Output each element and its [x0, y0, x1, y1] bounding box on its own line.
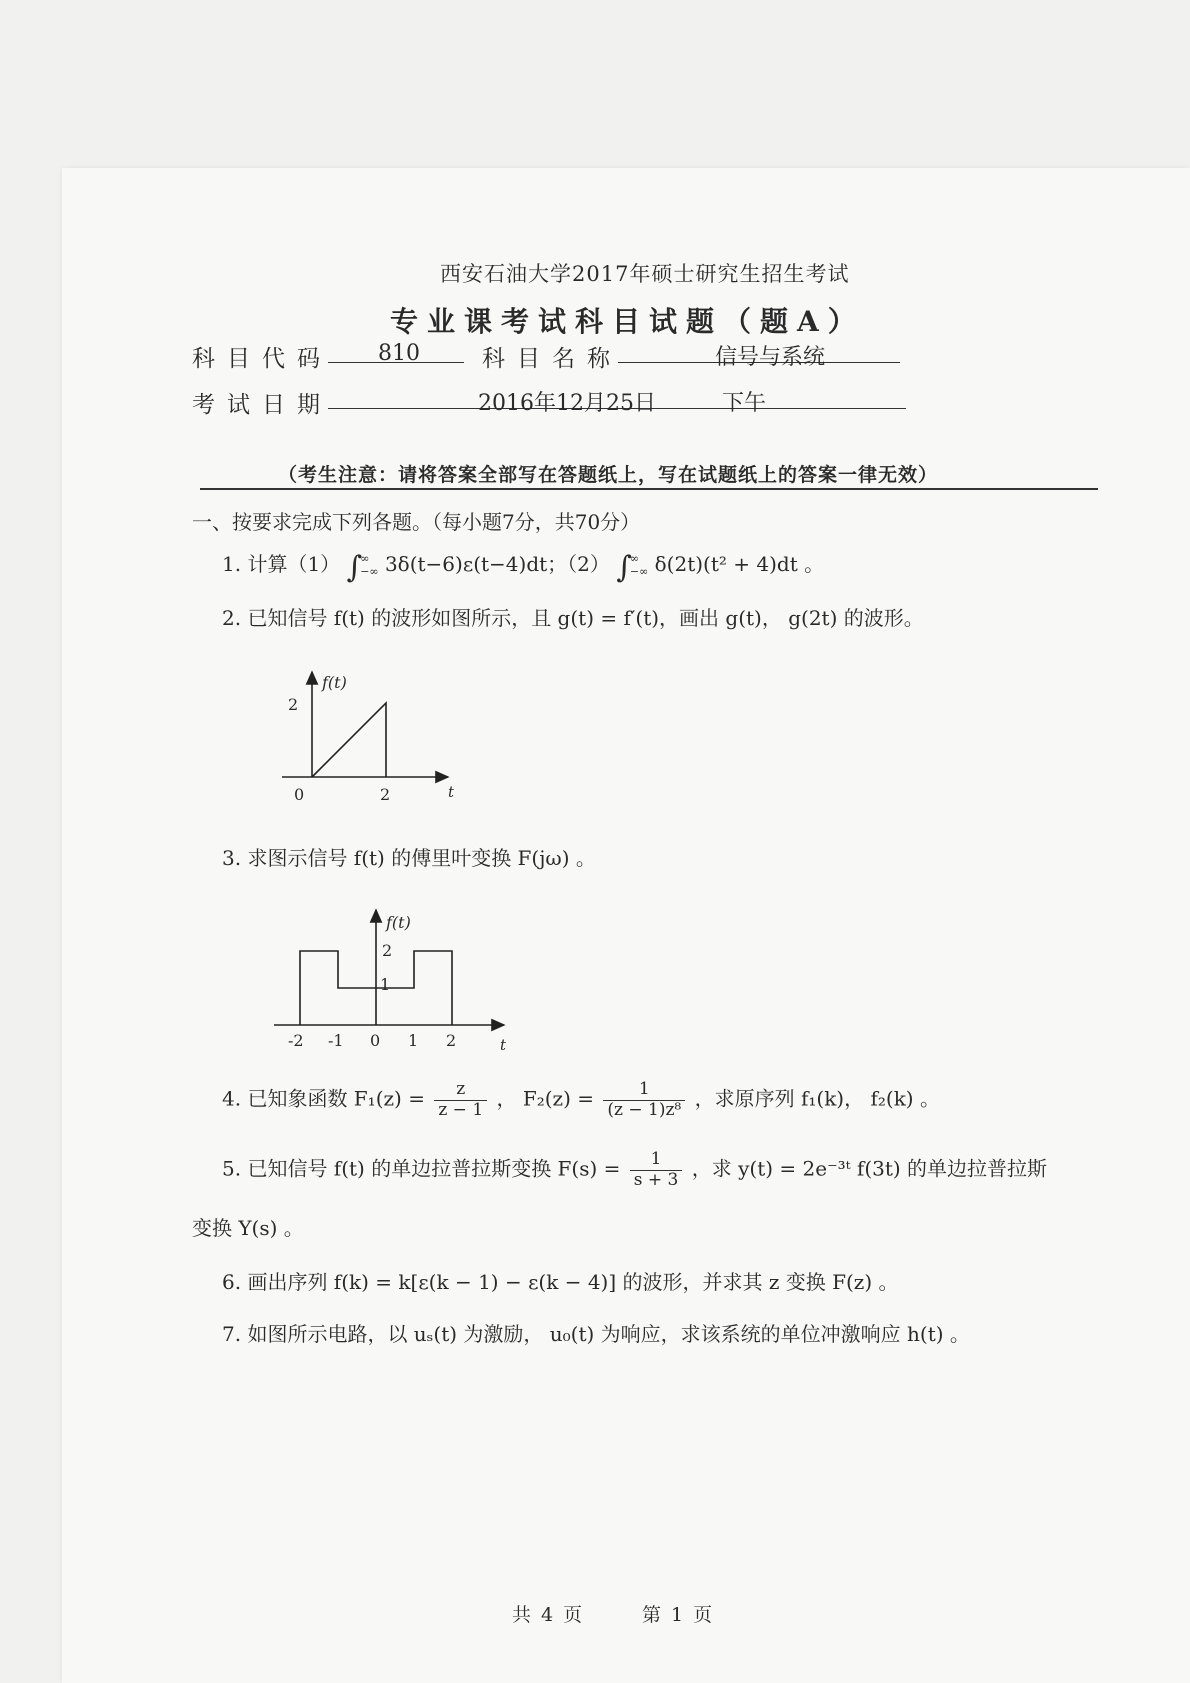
fraction-fs — [630, 1150, 683, 1190]
question-1-expr-2: δ(2t)(t² + 4)dt 。 — [654, 552, 825, 576]
fraction-fs-numerator: 1 — [630, 1150, 683, 1171]
section-title: 一、按要求完成下列各题。（每小题7分，共70分） — [192, 510, 641, 534]
fraction-f2-numerator: 1 — [603, 1080, 685, 1101]
fraction-f2-denominator: (z − 1)z⁸ — [607, 1099, 682, 1120]
integral-sign-1: ∫ — [346, 550, 363, 585]
question-1 — [222, 548, 824, 585]
figure-1-ytick: 2 — [288, 695, 299, 714]
figure-2-ytick-2: 2 — [382, 941, 393, 960]
question-3: 3. 求图示信号 f(t) 的傅里叶变换 F(jω) 。 — [222, 846, 596, 870]
header-rule — [200, 488, 1098, 490]
figure-1-ramp-signal — [270, 660, 470, 810]
subject-name-value: 信号与系统 — [715, 345, 826, 370]
fraction-f1-numerator: z — [434, 1080, 487, 1101]
question-4 — [222, 1080, 940, 1120]
fraction-f2 — [603, 1080, 685, 1120]
integral-limits-2 — [630, 553, 648, 577]
figure-2-xtick-m1: -1 — [328, 1031, 344, 1050]
fraction-fs-denominator: s + 3 — [633, 1169, 679, 1190]
question-4-tail: ，求原序列 f₁(k)， f₂(k) 。 — [694, 1086, 940, 1111]
figure-1-waveform — [312, 703, 386, 777]
question-1-number: 1. — [222, 552, 242, 576]
exam-time-value: 下午 — [722, 391, 767, 416]
figure-2-xtick-0: 0 — [370, 1031, 381, 1050]
exam-header: 西安石油大学2017年硕士研究生招生考试 — [440, 262, 850, 286]
figure-2-ylabel: f(t) — [386, 913, 411, 932]
figure-1-xtick-2: 2 — [380, 785, 391, 804]
lower-limit-2: −∞ — [629, 564, 649, 578]
figure-2-xtick-m2: -2 — [288, 1031, 304, 1050]
subject-name-label: 科目名称 — [482, 346, 622, 372]
upper-limit-2: ∞ — [629, 552, 640, 566]
upper-limit-1: ∞ — [360, 552, 370, 566]
question-7: 7. 如图所示电路，以 uₛ(t) 为激励， u₀(t) 为响应，求该系统的单位冲激响应 h(t) 。 — [222, 1322, 970, 1346]
exam-date-label: 考试日期 — [192, 392, 332, 418]
question-4-lead: 4. 已知象函数 F₁(z) = — [222, 1086, 425, 1111]
question-1-expr-1: 3δ(t−6)ε(t−4)dt；（2） — [384, 552, 610, 576]
exam-title: 专业课考试科目试题（题A） — [390, 305, 865, 338]
integral-limits-1 — [360, 553, 378, 577]
subject-code-value: 810 — [378, 341, 420, 366]
figure-1-ylabel: f(t) — [322, 673, 347, 692]
integral-sign-2: ∫ — [616, 550, 632, 585]
question-5 — [222, 1150, 1047, 1190]
question-4-mid: ， F₂(z) = — [496, 1086, 595, 1111]
question-6: 6. 画出序列 f(k) = k[ε(k − 1) − ε(k − 4)] 的波形，并求其 z 变换 F(z) 。 — [222, 1270, 899, 1294]
figure-2-xlabel: t — [500, 1036, 507, 1054]
subject-code-label: 科目代码 — [192, 346, 332, 372]
lower-limit-1: −∞ — [360, 564, 379, 578]
exam-date-value: 2016年12月25日 — [478, 391, 656, 416]
figure-1-xtick-0: 0 — [294, 785, 305, 804]
figure-2-step-signal — [262, 900, 532, 1060]
question-2: 2. 已知信号 f(t) 的波形如图所示，且 g(t) = f′(t)，画出 g(t)， g(2t) 的波形。 — [222, 606, 924, 630]
question-5-tail: ，求 y(t) = 2e⁻³ᵗ f(3t) 的单边拉普拉斯 — [691, 1156, 1048, 1181]
figure-1-xlabel: t — [448, 783, 455, 801]
question-1-lead: 计算（1） — [247, 552, 341, 576]
exam-notice: （考生注意：请将答案全部写在答题纸上，写在试题纸上的答案一律无效） — [278, 464, 939, 486]
figure-2-xtick-2: 2 — [446, 1031, 457, 1050]
question-5-continuation: 变换 Y(s) 。 — [192, 1216, 304, 1240]
fraction-f1 — [434, 1080, 487, 1120]
figure-2-xtick-1: 1 — [408, 1031, 419, 1050]
figure-2-ytick-1: 1 — [380, 975, 391, 994]
fraction-f1-denominator: z − 1 — [438, 1099, 484, 1120]
page-number: 第 1 页 — [642, 1604, 715, 1626]
page-total: 共 4 页 — [512, 1604, 585, 1626]
question-5-lead: 5. 已知信号 f(t) 的单边拉普拉斯变换 F(s) = — [222, 1156, 621, 1181]
